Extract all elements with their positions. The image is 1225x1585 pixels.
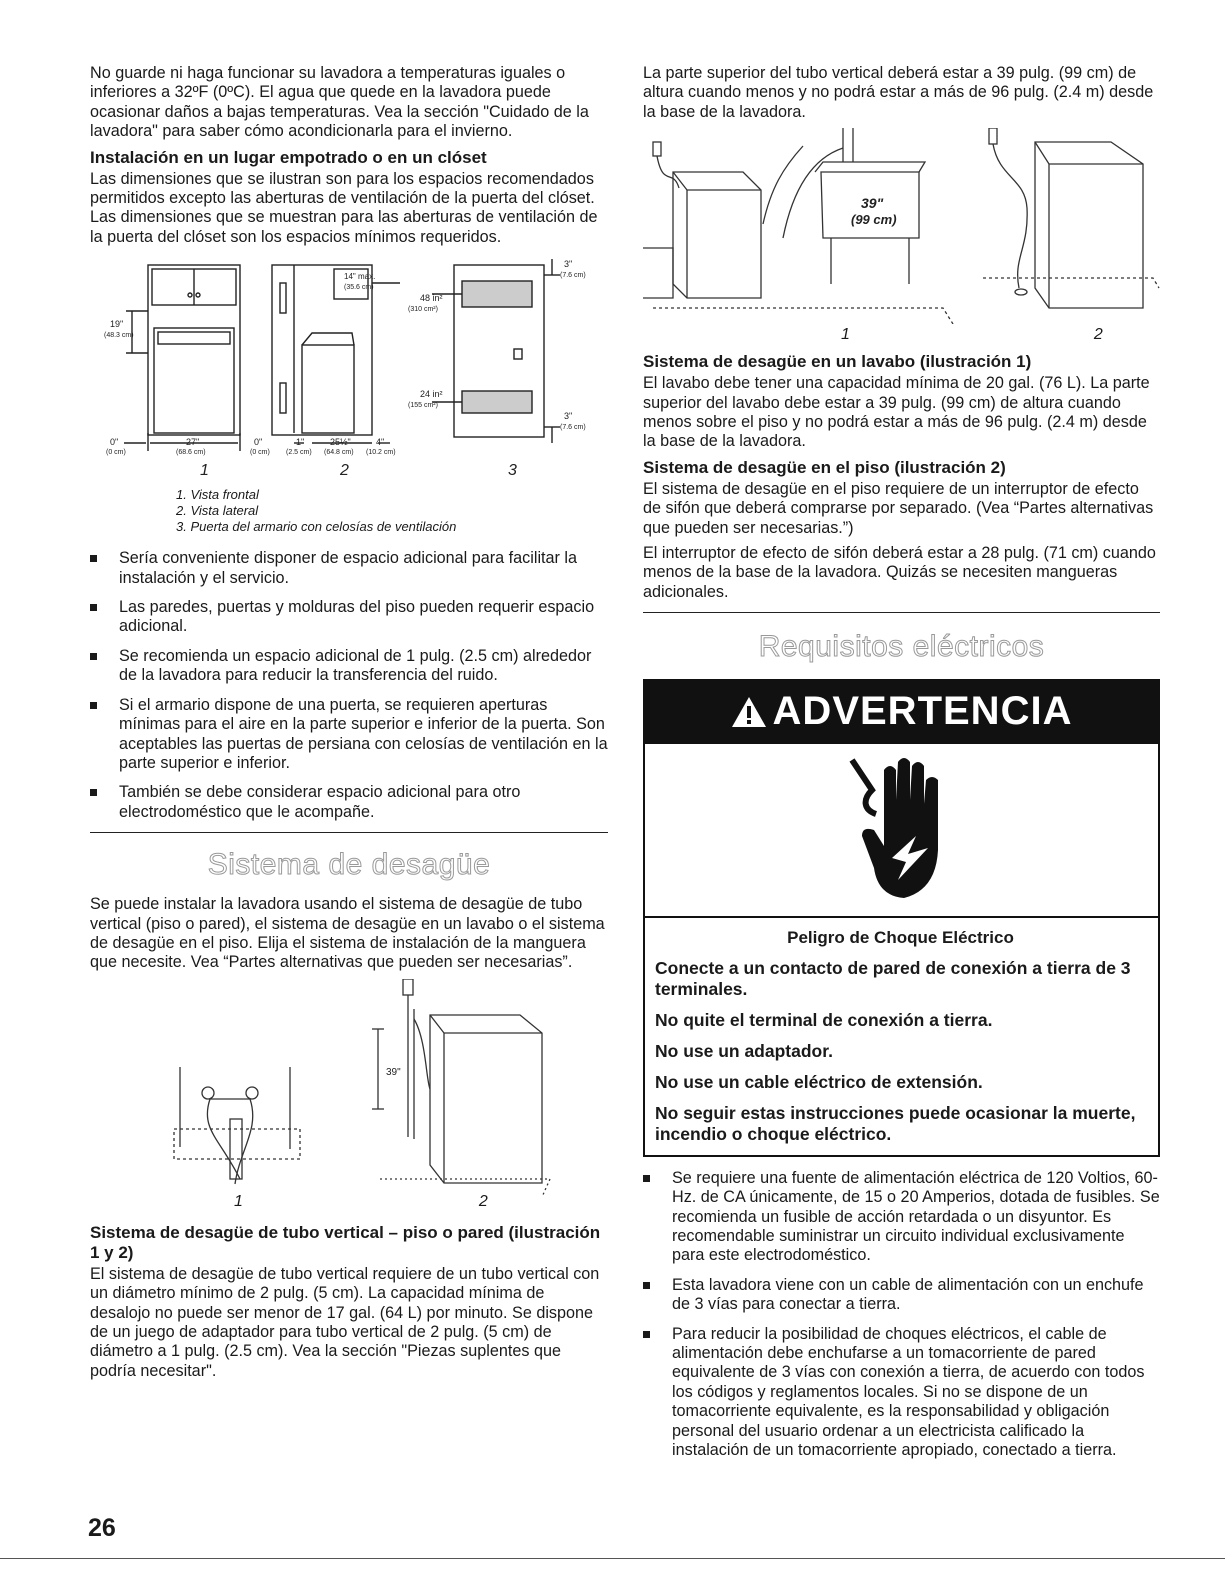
bullet-item: También se debe considerar espacio adicional para otro electrodoméstico que le acompañe. [90, 783, 608, 822]
electrical-bullet-list [643, 1169, 1160, 1461]
dim-0a: 0" [110, 437, 119, 448]
warning-box [643, 679, 1160, 1156]
dim-48-cm: (310 cm²) [408, 306, 438, 314]
legend-item: 2. Vista lateral [176, 503, 259, 519]
warning-line: No quite el terminal de conexión a tierra. [655, 1009, 993, 1030]
fig-number-1: 1 [200, 462, 209, 480]
dim-4-cm: (10.2 cm) [366, 449, 396, 457]
left-column [90, 64, 608, 1387]
sink-drain-heading: Sistema de desagüe en un lavabo (ilustración 1) [643, 352, 1032, 372]
legend-item: 3. Puerta del armario con celosías de ventilación [176, 519, 457, 535]
dim-24: 24 in² [420, 389, 443, 400]
label-99-cm: (99 cm) [851, 212, 897, 228]
section-divider [643, 612, 1160, 613]
bullet-item: Se recomienda un espacio adicional de 1 pulg. (2.5 cm) alrededor de la lavadora para reducir la transferencia del ruido. [90, 647, 608, 686]
drain-figure-numbers [643, 326, 1160, 344]
bullet-item: Las paredes, puertas y molduras del piso pueden requerir espacio adicional. [90, 598, 608, 637]
fig-number-1: 1 [234, 1192, 243, 1210]
fig-number-2: 2 [1093, 326, 1103, 344]
warning-line: No seguir estas instrucciones puede ocasionar la muerte, incendio o choque eléctrico. [655, 1102, 1136, 1144]
standpipe-figure-numbers [90, 1193, 608, 1211]
bullet-item: Se requiere una fuente de alimentación eléctrica de 120 Voltios, 60-Hz. de CA únicamente, de 15 o 20 Amperios, dotada de fusibles. Se recomienda un fusible de acción retardada o un disyuntor. Es recomendable suministrar un circuito individual exclusivamente para este electrodoméstico. [643, 1169, 1160, 1266]
drain-system-title: Sistema de desagüe [207, 848, 491, 882]
closet-dimensions-figure [90, 253, 608, 483]
dim-3-top: 3" [564, 259, 573, 270]
dim-27: 27" [186, 437, 200, 448]
legend-item: 1. Vista frontal [176, 487, 259, 503]
standpipe-figure [90, 979, 608, 1197]
electrical-requirements-title: Requisitos eléctricos [758, 630, 1045, 664]
dim-19-cm: (48.3 cm) [104, 332, 134, 340]
figure-legend [176, 487, 608, 535]
dim-3-bot: 3" [564, 411, 573, 422]
space-bullet-list [90, 549, 608, 822]
dim-0a-cm: (0 cm) [106, 449, 126, 457]
dim-25-cm: (64.8 cm) [324, 449, 354, 457]
floor-drain-heading: Sistema de desagüe en el piso (ilustración 2) [643, 457, 1006, 477]
floor-drain-text-2: El interruptor de efecto de sifón deberá estar a 28 pulg. (71 cm) cuando menos de la base de la lavadora. Quizás se necesiten mangueras adicionales. [643, 544, 1156, 601]
dim-14: 14" max. [344, 272, 376, 282]
dim-27-cm: (68.6 cm) [176, 449, 206, 457]
section-divider [90, 832, 608, 833]
recessed-install-heading: Instalación en un lugar empotrado o en un clóset [90, 147, 487, 167]
warning-line: Conecte a un contacto de pared de conexión a tierra de 3 terminales. [655, 957, 1131, 999]
dim-19: 19" [110, 319, 124, 330]
fig-number-2: 2 [478, 1192, 488, 1210]
dim-1-cm: (2.5 cm) [286, 449, 312, 457]
warning-line: No use un cable eléctrico de extensión. [655, 1071, 983, 1092]
bullet-item: Si el armario dispone de una puerta, se requieren aperturas mínimas para el aire en la parte superior e inferior de la puerta. Son aceptables las puertas de persiana con celosías de ventilación en la parte superior e inferior. [90, 696, 608, 774]
dim-24-cm: (155 cm²) [408, 402, 438, 410]
dim-3-top-cm: (7.6 cm) [560, 272, 586, 280]
dim-4: 4" [376, 437, 385, 448]
dim-25: 25½" [330, 437, 351, 448]
shock-hazard-icon-row [645, 744, 1158, 918]
dim-0b-cm: (0 cm) [250, 449, 270, 457]
dim-48: 48 in² [420, 293, 443, 304]
danger-label: Peligro de Choque Eléctrico [787, 928, 1014, 948]
electric-shock-hand-icon [832, 750, 972, 910]
warning-header [645, 681, 1158, 744]
warning-body [645, 918, 1158, 1154]
sink-floor-drain-figure [643, 128, 1160, 324]
footer-rule [0, 1558, 1225, 1559]
fig-number-1: 1 [841, 326, 850, 344]
warning-triangle-icon [731, 696, 767, 728]
label-39-inch: 39" [861, 195, 884, 212]
fig-number-3: 3 [508, 462, 517, 480]
dim-3-bot-cm: (7.6 cm) [560, 424, 586, 432]
drain-intro-paragraph: Se puede instalar la lavadora usando el sistema de desagüe de tubo vertical (piso o pared), el sistema de desagüe en un lavabo o el sistema de desagüe en el piso. Elija el sistema de instalación de la manguera que necesite. Vea “Partes alternativas que pueden ser necesarias”. [90, 895, 605, 972]
warning-line: No use un adaptador. [655, 1040, 833, 1061]
floor-drain-text-1: El sistema de desagüe en el piso requiere de un interruptor de efecto de sifón que deberá comprarse por separado. (Vea “Partes alternativas que pueden ser necesarias.”) [643, 479, 1154, 537]
bullet-item: Esta lavadora viene con un cable de alimentación con un enchufe de 3 vías para conectar a tierra. [643, 1276, 1160, 1315]
recessed-install-text: Las dimensiones que se ilustran son para los espacios recomendados permitidos excepto las aberturas de ventilación de la puerta del clóset. Las dimensiones que se muestran para las aberturas de ventilación de la puerta del clóset son los espacios mínimos requeridos. [90, 169, 598, 246]
warning-title: ADVERTENCIA [772, 689, 1073, 734]
winter-warning-paragraph: No guarde ni haga funcionar su lavadora a temperaturas iguales o inferiores a 32ºF (0ºC). El agua que quede en la lavadora puede ocasionar daños a bajas temperaturas. Vea la sección "Cuidado de la lavadora" para saber cómo acondicionarla para el invierno. [90, 64, 589, 141]
dim-0b: 0" [254, 437, 263, 448]
standpipe-heading: Sistema de desagüe de tubo vertical – piso o pared (ilustración 1 y 2) [90, 1222, 601, 1262]
standpipe-height-paragraph: La parte superior del tubo vertical deberá estar a 39 pulg. (99 cm) de altura cuando menos y no podrá estar a más de 96 pulg. (2.4 m) desde la base de la lavadora. [643, 64, 1154, 121]
page-number: 26 [88, 1514, 116, 1542]
label-39-inch: 39" [386, 1066, 401, 1078]
standpipe-text: El sistema de desagüe de tubo vertical requiere de un tubo vertical con un diámetro mínimo de 2 pulg. (5 cm). La capacidad mínima de desalojo no puede ser menor de 17 gal. (64 L) por minuto. Se dispone de un juego de adaptador para tubo vertical de 2 pulg. (5 cm) de diámetro a 1 pulg. (2.5 cm). Vea la sección "Piezas suplentes que podría necesitar". [90, 1264, 600, 1380]
dim-1: 1" [296, 437, 305, 448]
sink-drain-text: El lavabo debe tener una capacidad mínima de 20 gal. (76 L). La parte superior del lavabo debe estar a 39 pulg. (99 cm) de altura cuando menos sobre el piso y no podrá estar a más de 96 pulg. (2.4 m) desde la base de la lavadora. [643, 374, 1150, 451]
dim-14-cm: (35.6 cm) [344, 284, 374, 292]
right-column [643, 64, 1160, 1470]
fig-number-2: 2 [340, 462, 349, 480]
bullet-item: Sería conveniente disponer de espacio adicional para facilitar la instalación y el servicio. [90, 549, 608, 588]
bullet-item: Para reducir la posibilidad de choques eléctricos, el cable de alimentación debe enchufarse a un tomacorriente de pared equivalente de 3 vías con conexión a tierra, de acuerdo con todos los códigos y reglamentos locales. Si no se dispone de un tomacorriente equivalente, es la responsabilidad y obligación personal del usuario ordenar a un electricista calificado la instalación de un tomacorriente apropiado, conectado a tierra. [643, 1325, 1160, 1461]
